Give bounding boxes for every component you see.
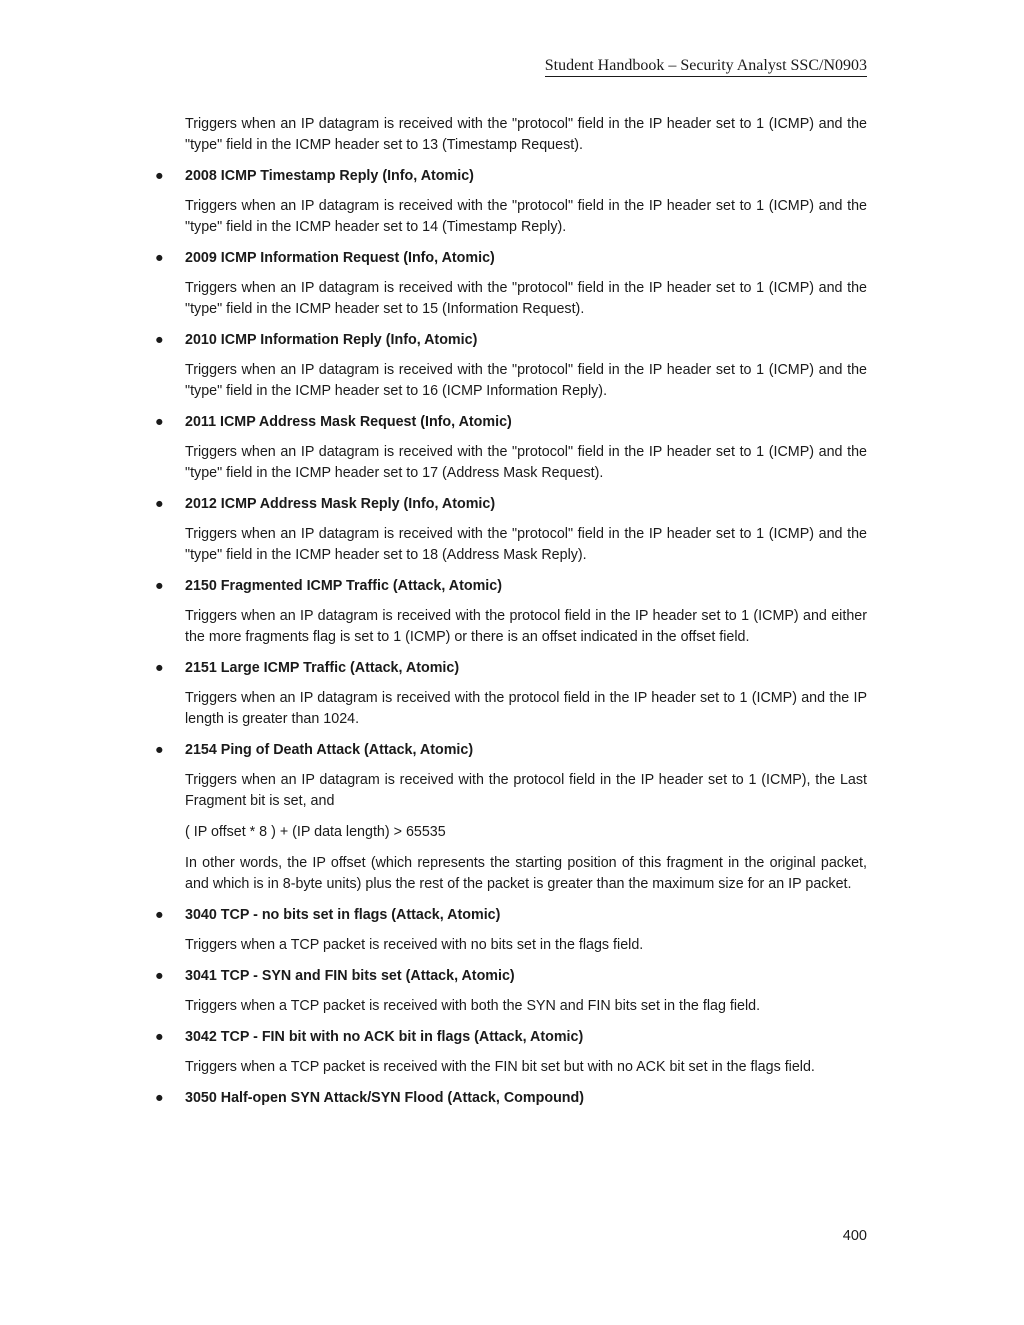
list-item-title [155, 1088, 867, 1109]
list-item-paragraph: Triggers when an IP datagram is received with the protocol field in the IP header set to 1 (ICMP), the Last Fragment bit is set, and [185, 772, 867, 809]
bullet-icon: ● [155, 168, 164, 184]
bullet-icon: ● [155, 332, 164, 348]
running-header: Student Handbook – Security Analyst SSC/N0903 [545, 57, 867, 77]
list-item-paragraph: Triggers when an IP datagram is received with the protocol field in the IP header set to 1 (ICMP) and either the more fragments flag is set to 1 (ICMP) or there is an offset indicated in the offset field. [185, 608, 867, 645]
list-item-paragraph: Triggers when a TCP packet is received with both the SYN and FIN bits set in the flag field. [185, 998, 761, 1014]
bullet-icon: ● [155, 1090, 164, 1106]
bullet-icon: ● [155, 496, 164, 512]
bullet-icon: ● [155, 742, 164, 758]
list-item-title [155, 248, 867, 269]
list-item-title-text: 2009 ICMP Information Request (Info, Atomic) [185, 250, 495, 266]
list-item-paragraph: In other words, the IP offset (which represents the starting position of this fragment in the original packet, and which is in 8-byte units) plus the rest of the packet is greater than the maximum size for an IP packet. [185, 855, 867, 892]
list-item-title-text: 2150 Fragmented ICMP Traffic (Attack, Atomic) [185, 578, 502, 594]
list-item-paragraph: Triggers when a TCP packet is received with the FIN bit set but with no ACK bit set in the flags field. [185, 1059, 815, 1075]
document-body [155, 114, 867, 1118]
bullet-icon: ● [155, 414, 164, 430]
intro-paragraph: Triggers when an IP datagram is received with the "protocol" field in the IP header set to 1 (ICMP) and the "type" field in the ICMP header set to 13 (Timestamp Request). [185, 116, 867, 153]
list-item-title [155, 166, 867, 187]
bullet-icon: ● [155, 907, 164, 923]
list-item-paragraph: Triggers when an IP datagram is received with the "protocol" field in the IP header set to 1 (ICMP) and the "type" field in the ICMP header set to 17 (Address Mask Request). [185, 444, 867, 481]
list-item-title [155, 966, 867, 987]
bullet-icon: ● [155, 1029, 164, 1045]
list-item-title-text: 2008 ICMP Timestamp Reply (Info, Atomic) [185, 168, 474, 184]
list-item-paragraph: Triggers when an IP datagram is received with the "protocol" field in the IP header set to 1 (ICMP) and the "type" field in the ICMP header set to 18 (Address Mask Reply). [185, 526, 867, 563]
list-item-paragraph: Triggers when a TCP packet is received with no bits set in the flags field. [185, 937, 644, 953]
list-item-title [155, 658, 867, 679]
list-item-title [155, 576, 867, 597]
list-item-paragraph: Triggers when an IP datagram is received with the protocol field in the IP header set to 1 (ICMP) and the IP length is greater than 1024. [185, 690, 867, 727]
list-item-paragraph: Triggers when an IP datagram is received with the "protocol" field in the IP header set to 1 (ICMP) and the "type" field in the ICMP header set to 14 (Timestamp Reply). [185, 198, 867, 235]
list-item-title [155, 330, 867, 351]
list-item-title [155, 494, 867, 515]
page-number: 400 [842, 1228, 867, 1244]
list-item-title-text: 2012 ICMP Address Mask Reply (Info, Atomic) [185, 496, 496, 512]
signature-list [155, 166, 867, 1109]
list-item-title-text: 3040 TCP - no bits set in flags (Attack, Atomic) [185, 907, 501, 923]
list-item-title [155, 905, 867, 926]
bullet-icon: ● [155, 968, 164, 984]
list-item-title-text: 3050 Half-open SYN Attack/SYN Flood (Attack, Compound) [185, 1090, 585, 1106]
bullet-icon: ● [155, 250, 164, 266]
list-item-title-text: 2011 ICMP Address Mask Request (Info, Atomic) [185, 414, 512, 430]
list-item-paragraph: Triggers when an IP datagram is received with the "protocol" field in the IP header set to 1 (ICMP) and the "type" field in the ICMP header set to 15 (Information Request). [185, 280, 867, 317]
list-item-title-text: 2010 ICMP Information Reply (Info, Atomic) [185, 332, 478, 348]
list-item-title-text: 3042 TCP - FIN bit with no ACK bit in flags (Attack, Atomic) [185, 1029, 584, 1045]
list-item-title-text: 3041 TCP - SYN and FIN bits set (Attack, Atomic) [185, 968, 515, 984]
list-item-title [155, 412, 867, 433]
list-item-title-text: 2151 Large ICMP Traffic (Attack, Atomic) [185, 660, 460, 676]
list-item-paragraph: Triggers when an IP datagram is received with the "protocol" field in the IP header set to 1 (ICMP) and the "type" field in the ICMP header set to 16 (ICMP Information Reply). [185, 362, 867, 399]
bullet-icon: ● [155, 660, 164, 676]
list-item-title [155, 740, 867, 761]
list-item-title [155, 1027, 867, 1048]
bullet-icon: ● [155, 578, 164, 594]
list-item-paragraph: ( IP offset * 8 ) + (IP data length) > 65535 [185, 824, 446, 840]
list-item-title-text: 2154 Ping of Death Attack (Attack, Atomic) [185, 742, 474, 758]
